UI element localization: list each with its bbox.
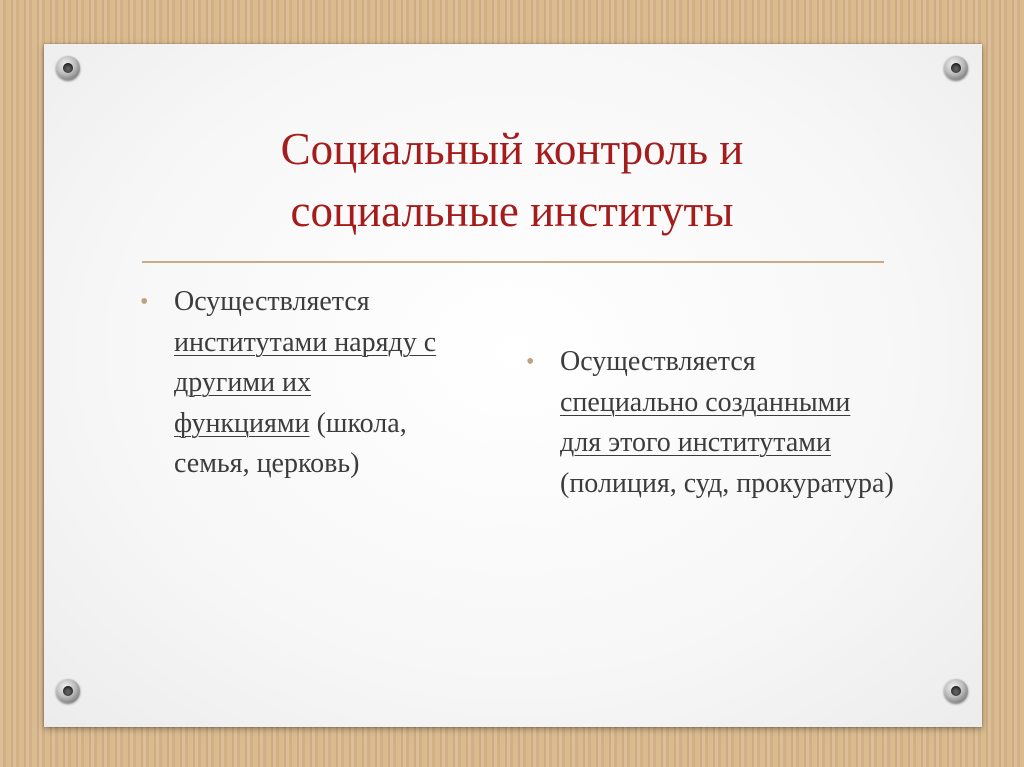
grommet-icon [56, 679, 80, 703]
bullet-icon: • [526, 349, 535, 375]
title-divider [142, 261, 884, 263]
right-line-4: (полиция, суд, прокуратура) [560, 467, 894, 499]
title-line-2: социальные институты [290, 186, 734, 236]
right-line-3: для этого институтами [560, 427, 831, 458]
left-bullet-text [174, 282, 500, 485]
right-bullet-block [526, 342, 966, 504]
left-line-4-underlined: функциями [174, 407, 310, 439]
left-line-1: Осуществляется [174, 286, 370, 317]
grommet-icon [944, 56, 968, 80]
left-line-4 [174, 404, 500, 445]
right-bullet-text [560, 342, 966, 504]
left-line-3: другими их [174, 367, 312, 398]
grommet-icon [56, 56, 80, 80]
right-line-1: Осуществляется [560, 346, 756, 377]
grommet-icon [944, 679, 968, 703]
slide-title [120, 118, 904, 242]
left-line-4-rest: (школа, [309, 407, 407, 439]
bullet-icon: • [140, 289, 149, 315]
left-line-5: семья, церковь) [174, 448, 360, 479]
left-line-2: институтами наряду с [174, 326, 437, 358]
left-bullet-block [140, 282, 500, 485]
right-line-2: специально созданными [560, 386, 851, 418]
title-line-1: Социальный контроль и [280, 124, 744, 174]
